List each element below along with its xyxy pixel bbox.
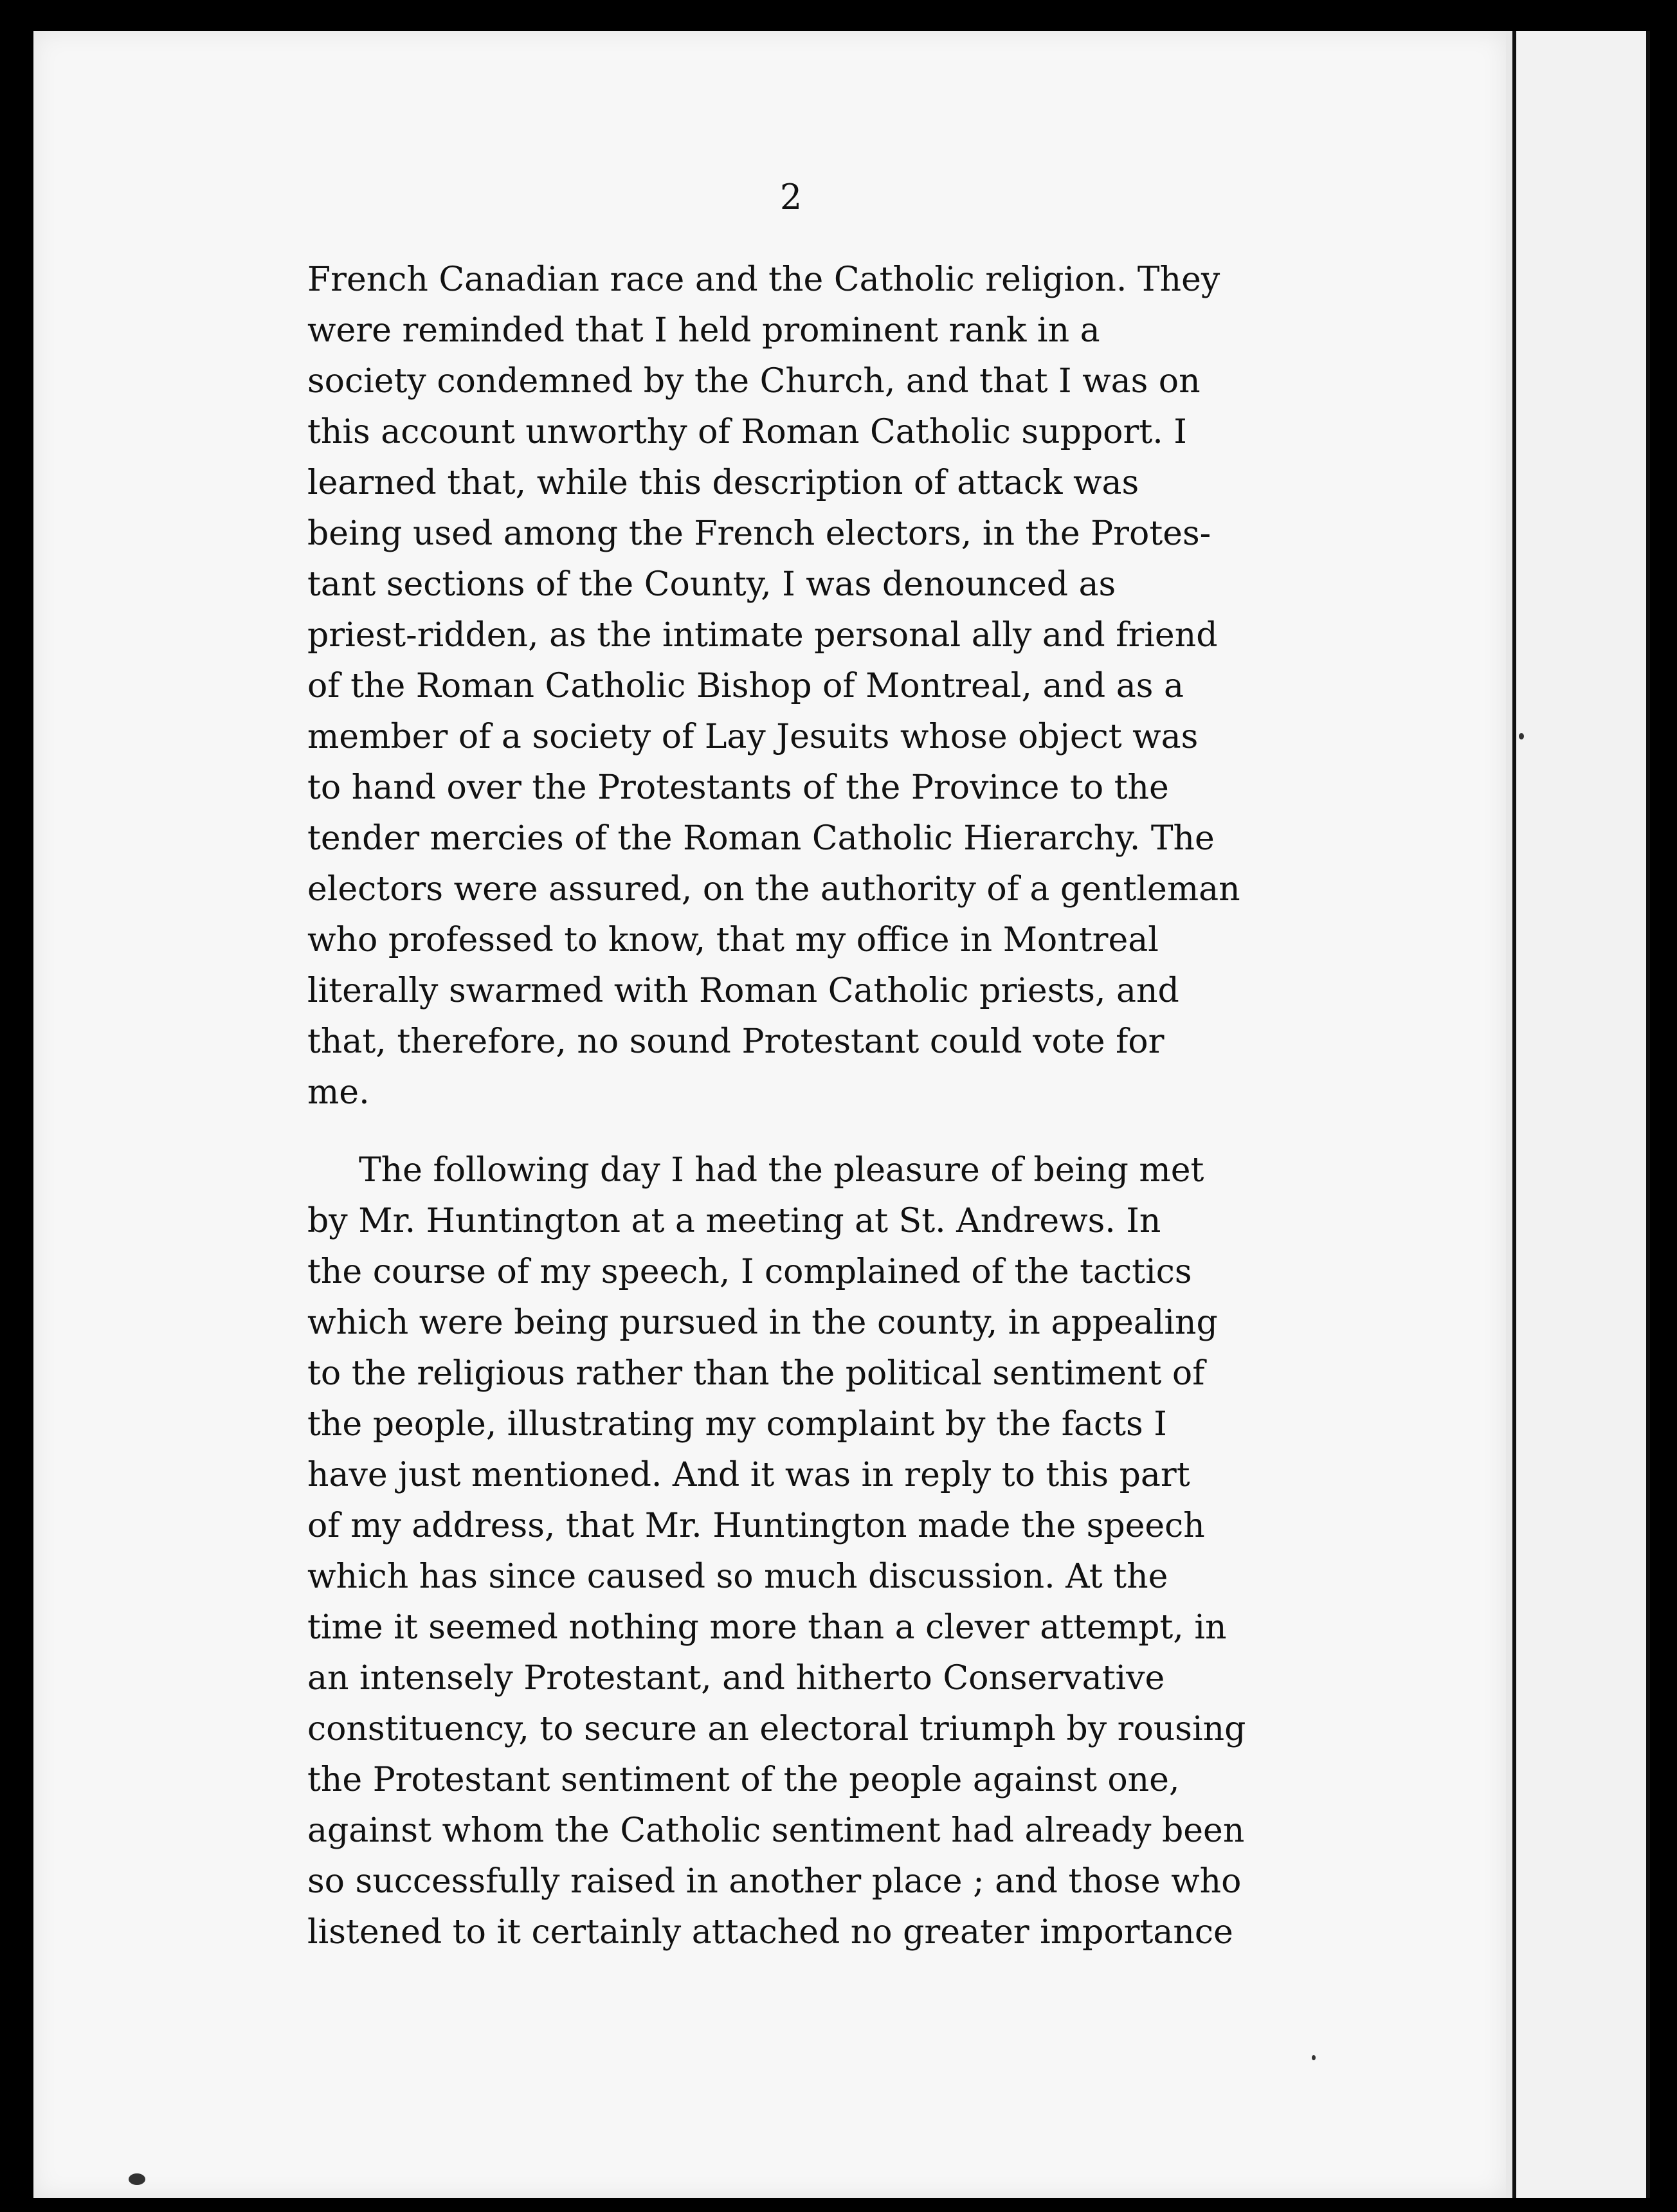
text-line: the people, illustrating my complaint by the facts I bbox=[307, 1405, 1167, 1444]
text-line: learned that, while this description of attack was bbox=[307, 464, 1139, 502]
text-line: the Protestant sentiment of the people against one, bbox=[307, 1761, 1180, 1799]
text-line: of my address, that Mr. Huntington made the speech bbox=[307, 1507, 1205, 1545]
text-line: who professed to know, that my office in Montreal bbox=[307, 921, 1159, 959]
text-line: being used among the French electors, in the Protes- bbox=[307, 514, 1211, 553]
text-line: an intensely Protestant, and hitherto Conservative bbox=[307, 1659, 1165, 1698]
page-edge bbox=[1506, 31, 1512, 2198]
text-line: to the religious rather than the political sentiment of bbox=[307, 1354, 1205, 1393]
adjacent-page-strip bbox=[1512, 31, 1647, 2198]
text-line: to hand over the Protestants of the Province to the bbox=[307, 768, 1169, 807]
paragraph-2 bbox=[307, 1145, 1292, 1958]
scan-border bbox=[1646, 31, 1650, 2198]
text-line: me. bbox=[307, 1073, 370, 1112]
text-line: that, therefore, no sound Protestant could vote for bbox=[307, 1022, 1165, 1061]
text-line: tender mercies of the Roman Catholic Hierarchy. The bbox=[307, 819, 1215, 858]
text-line: this account unworthy of Roman Catholic support. I bbox=[307, 413, 1187, 451]
text-line: society condemned by the Church, and that I was on bbox=[307, 362, 1201, 401]
text-line: against whom the Catholic sentiment had already been bbox=[307, 1811, 1245, 1850]
text-line: constituency, to secure an electoral triumph by rousing bbox=[307, 1710, 1246, 1748]
text-line: were reminded that I held prominent rank in a bbox=[307, 311, 1100, 350]
scan-speck bbox=[1519, 733, 1524, 739]
text-line: by Mr. Huntington at a meeting at St. Andrews. In bbox=[307, 1202, 1161, 1240]
text-line: listened to it certainly attached no greater importance bbox=[307, 1913, 1233, 1952]
text-line: which has since caused so much discussion. At the bbox=[307, 1557, 1168, 1596]
scan-speck bbox=[1312, 2055, 1316, 2060]
text-line: time it seemed nothing more than a clever attempt, in bbox=[307, 1608, 1227, 1647]
text-line: have just mentioned. And it was in reply to this part bbox=[307, 1456, 1190, 1494]
text-line: of the Roman Catholic Bishop of Montreal, and as a bbox=[307, 667, 1184, 705]
text-line: member of a society of Lay Jesuits whose object was bbox=[307, 718, 1199, 756]
text-line: priest-ridden, as the intimate personal ally and friend bbox=[307, 616, 1218, 655]
page-number: 2 bbox=[779, 177, 802, 217]
paragraph-1 bbox=[307, 255, 1292, 1118]
text-line: which were being pursued in the county, in appealing bbox=[307, 1303, 1218, 1342]
paragraph-gap bbox=[307, 1118, 1292, 1145]
text-line: the course of my speech, I complained of the tactics bbox=[307, 1253, 1192, 1291]
text-line: The following day I had the pleasure of being met bbox=[359, 1151, 1204, 1190]
text-line: literally swarmed with Roman Catholic priests, and bbox=[307, 972, 1179, 1010]
scan-speck bbox=[129, 2173, 145, 2185]
text-line: so successfully raised in another place ; and those who bbox=[307, 1862, 1242, 1901]
text-line: electors were assured, on the authority of a gentleman bbox=[307, 870, 1240, 909]
text-line: French Canadian race and the Catholic religion. They bbox=[307, 260, 1220, 299]
body-text bbox=[307, 255, 1292, 1958]
text-line: tant sections of the County, I was denounced as bbox=[307, 565, 1116, 604]
